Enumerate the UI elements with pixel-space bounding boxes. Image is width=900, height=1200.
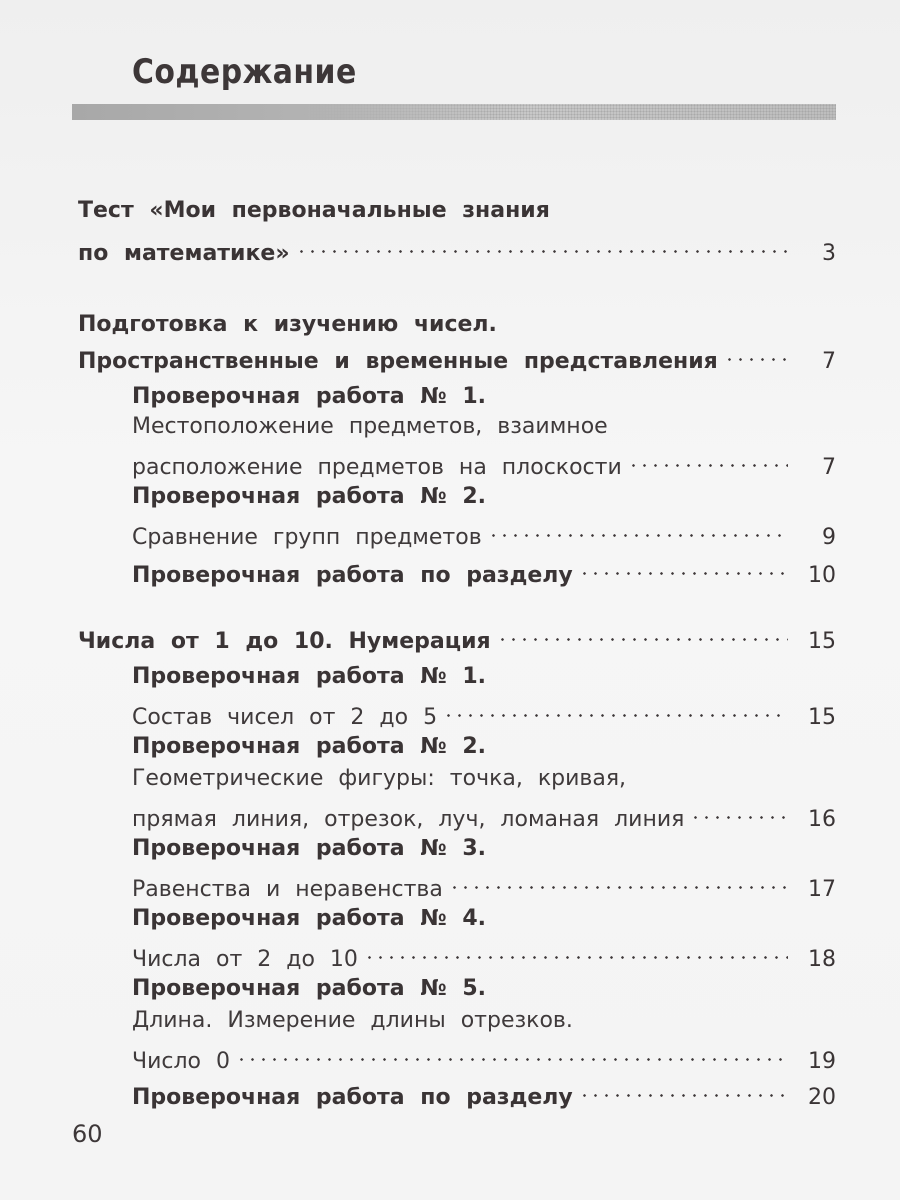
dot-leader bbox=[579, 1074, 788, 1104]
dot-leader bbox=[449, 866, 788, 896]
dot-leader bbox=[488, 514, 788, 544]
toc-item-desc[interactable]: Равенства и неравенства 17 bbox=[132, 866, 836, 896]
toc-section-1-cont[interactable]: Пространственные и временные представления 7 bbox=[78, 338, 836, 368]
toc-item-heading[interactable]: Проверочная работа № 4. bbox=[132, 906, 487, 931]
page-ref: 7 bbox=[822, 455, 836, 480]
toc-item-heading[interactable]: Проверочная работа № 1. bbox=[132, 384, 487, 409]
page-number: 60 bbox=[72, 1120, 103, 1148]
page-ref: 15 bbox=[808, 705, 836, 730]
page-title: Содержание bbox=[132, 52, 357, 92]
dot-leader bbox=[497, 618, 788, 648]
page-ref: 18 bbox=[808, 947, 836, 972]
toc-item-desc[interactable]: Сравнение групп предметов 9 bbox=[132, 514, 836, 544]
page-ref: 10 bbox=[808, 563, 836, 588]
toc-item-desc[interactable]: Длина. Измерение длины отрезков. bbox=[132, 1008, 573, 1033]
dot-leader bbox=[579, 552, 788, 582]
toc-item-heading[interactable]: Проверочная работа по разделу 10 bbox=[132, 552, 836, 582]
toc-item-heading[interactable]: Проверочная работа № 2. bbox=[132, 484, 487, 509]
dot-leader bbox=[724, 338, 788, 368]
page-ref: 20 bbox=[808, 1085, 836, 1110]
page-ref: 19 bbox=[808, 1049, 836, 1074]
toc-entry-test-cont[interactable]: по математике» 3 bbox=[78, 230, 836, 260]
toc-item-heading[interactable]: Проверочная работа № 3. bbox=[132, 836, 487, 861]
toc-item-desc[interactable]: прямая линия, отрезок, луч, ломаная линия 16 bbox=[132, 796, 836, 826]
toc-section-2[interactable]: Числа от 1 до 10. Нумерация 15 bbox=[78, 618, 836, 648]
toc-item-desc[interactable]: Геометрические фигуры: точка, кривая, bbox=[132, 766, 627, 791]
toc-item-heading[interactable]: Проверочная работа № 2. bbox=[132, 734, 487, 759]
dot-leader bbox=[628, 444, 788, 474]
toc-item-desc[interactable]: Состав чисел от 2 до 5 15 bbox=[132, 694, 836, 724]
toc-item-desc[interactable]: расположение предметов на плоскости 7 bbox=[132, 444, 836, 474]
page-ref: 15 bbox=[808, 629, 836, 654]
dot-leader bbox=[690, 796, 788, 826]
page-ref: 16 bbox=[808, 807, 836, 832]
page-ref: 9 bbox=[822, 525, 836, 550]
toc-item-desc[interactable]: Число 0 19 bbox=[132, 1038, 836, 1068]
dot-leader bbox=[364, 936, 788, 966]
toc-item-desc[interactable]: Местоположение предметов, взаимное bbox=[132, 414, 608, 439]
toc-item-heading[interactable]: Проверочная работа № 5. bbox=[132, 976, 487, 1001]
page-ref: 7 bbox=[822, 349, 836, 374]
toc-item-heading[interactable]: Проверочная работа по разделу 20 bbox=[132, 1074, 836, 1104]
dot-leader bbox=[236, 1038, 788, 1068]
toc-entry-test[interactable]: Тест «Мои первоначальные знания bbox=[78, 198, 550, 223]
dot-leader bbox=[443, 694, 788, 724]
dot-leader bbox=[296, 230, 788, 260]
title-underline-bar bbox=[72, 104, 836, 120]
page-ref: 17 bbox=[808, 877, 836, 902]
toc-section-1[interactable]: Подготовка к изучению чисел. bbox=[78, 312, 497, 337]
toc-item-heading[interactable]: Проверочная работа № 1. bbox=[132, 664, 487, 689]
toc-item-desc[interactable]: Числа от 2 до 10 18 bbox=[132, 936, 836, 966]
page-ref: 3 bbox=[822, 241, 836, 266]
